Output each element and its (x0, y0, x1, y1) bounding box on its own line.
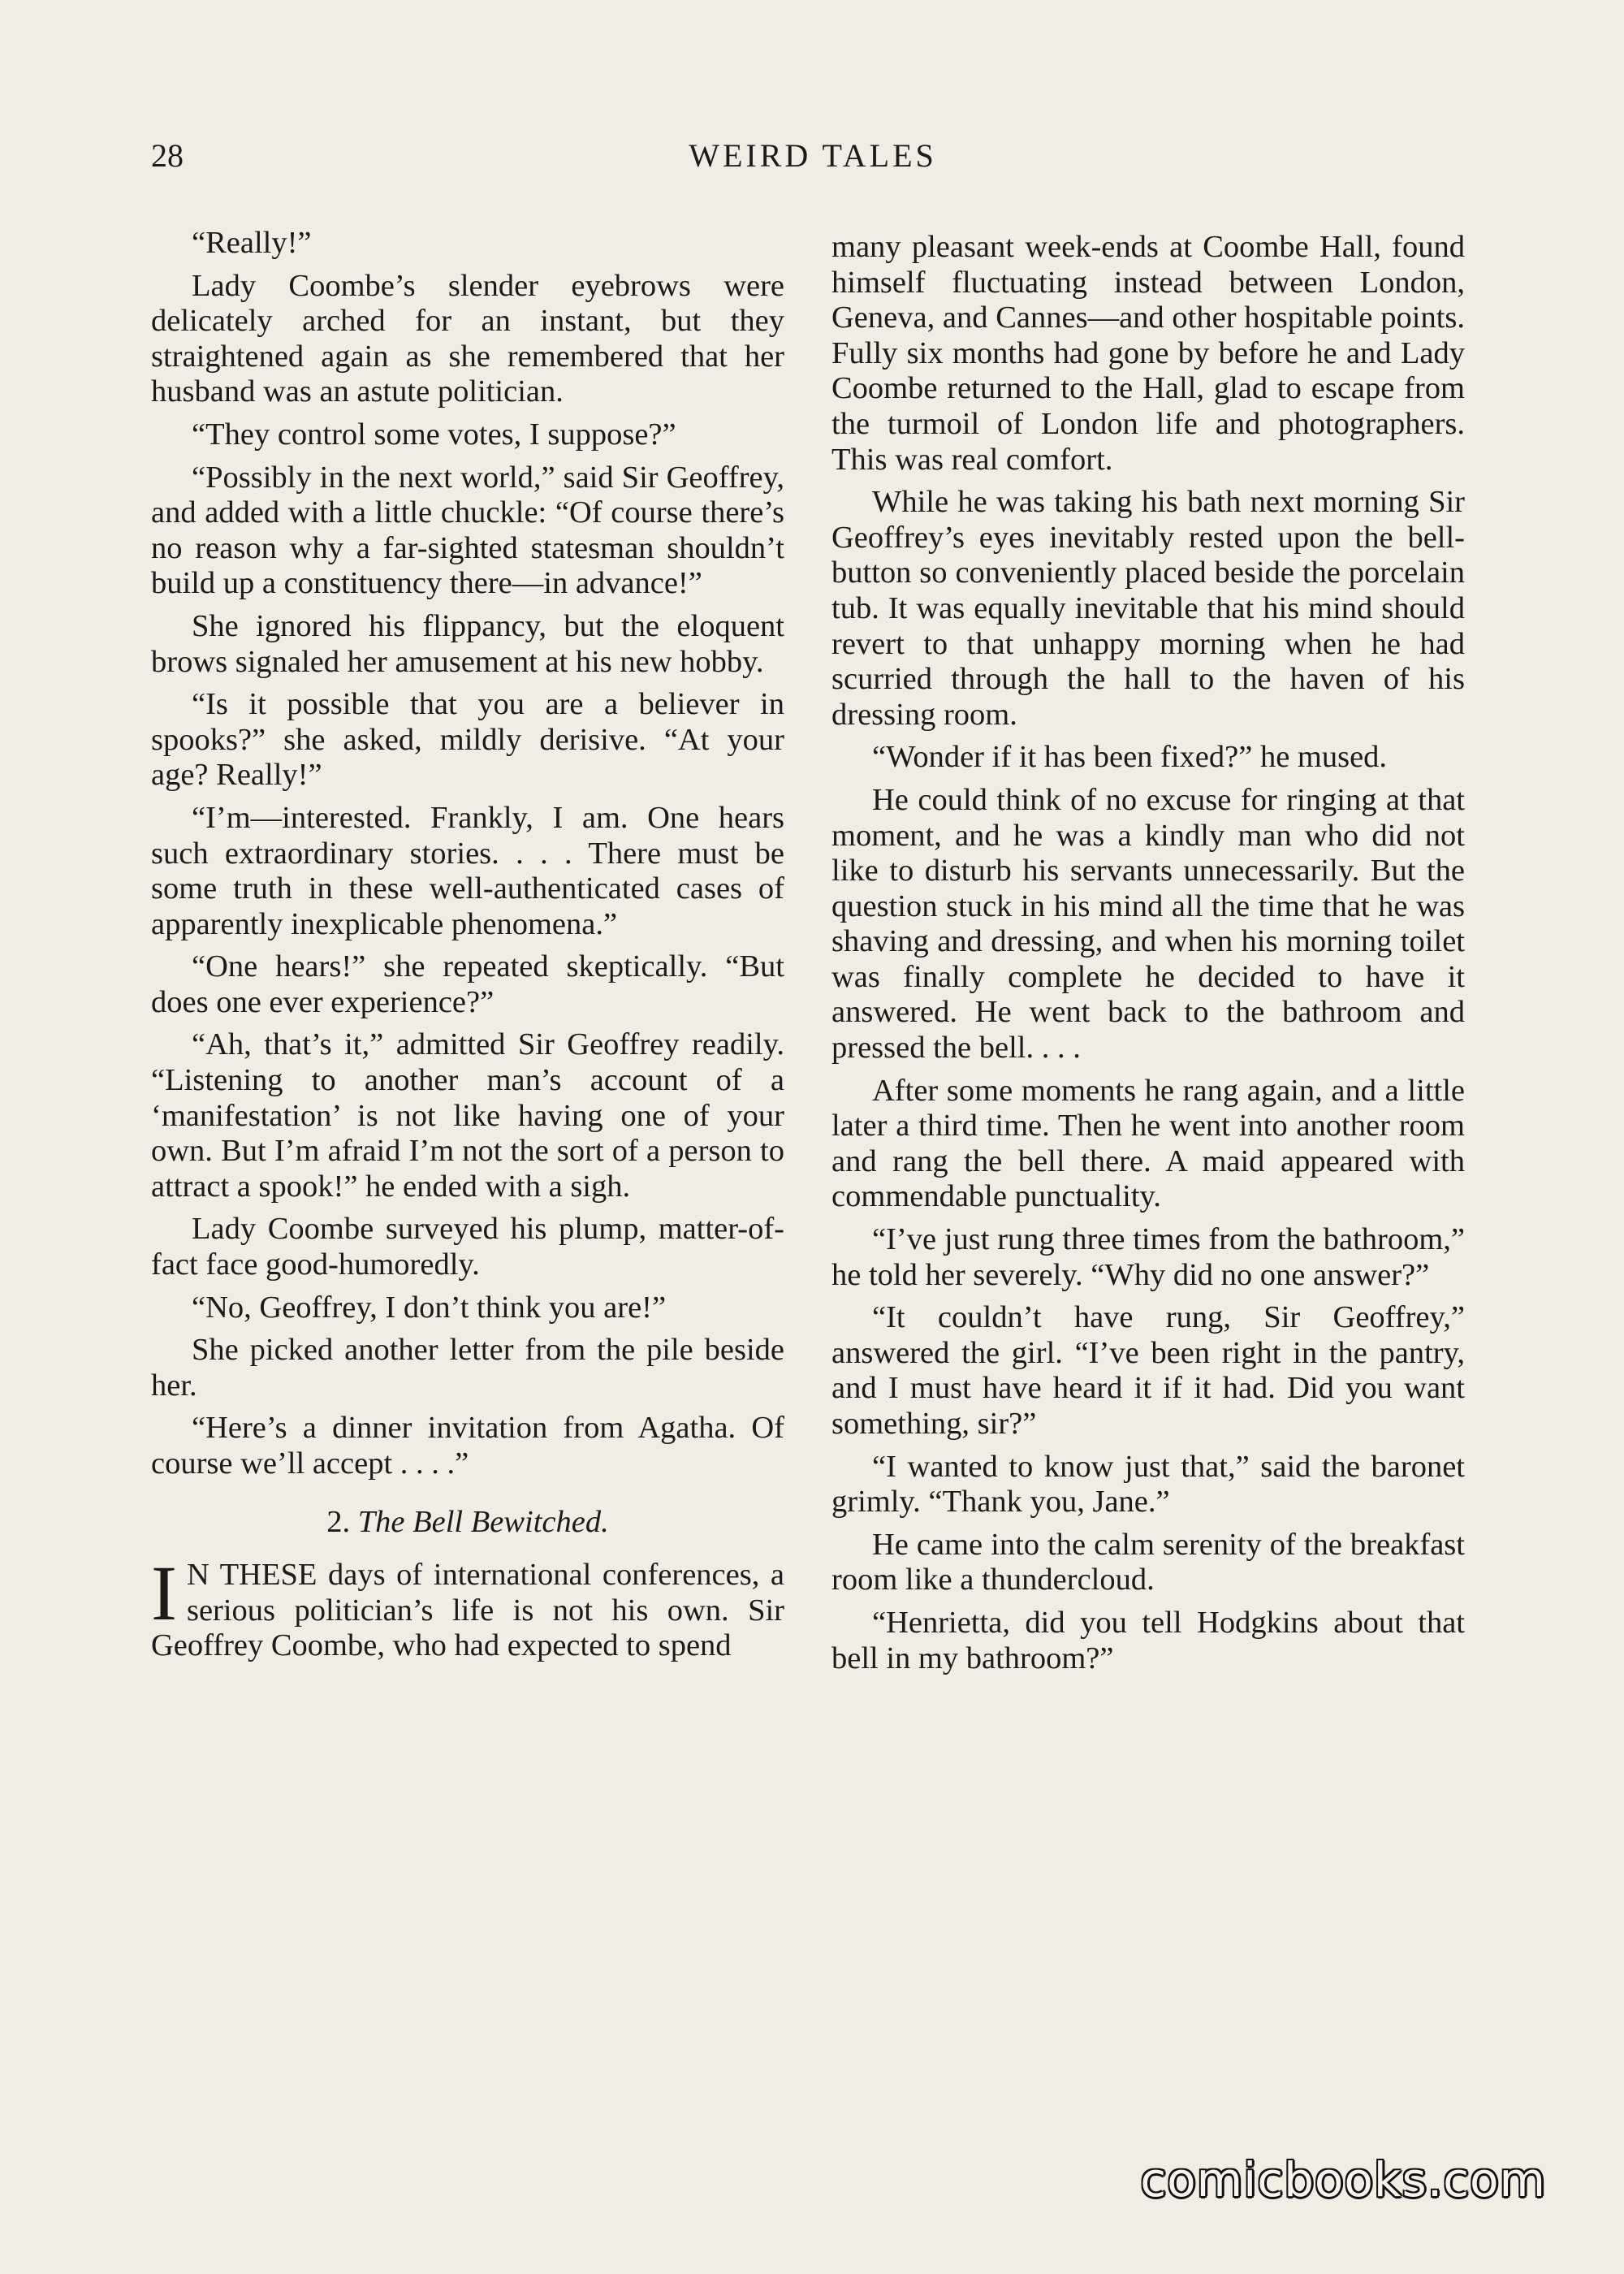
paragraph: Lady Coombe surveyed his plump, matter-of-fact face good-humoredly. (151, 1212, 784, 1282)
right-column (831, 230, 1465, 1684)
paragraph: After some moments he rang again, and a little later a third time. Then he went into another room and rang the bell there. A maid appeared with commendable punctuality. (831, 1073, 1465, 1214)
opening-text: days of international conferences, a serious politician’s life is not his own. Sir Geoffrey Coombe, who had expected to spend (151, 1558, 784, 1663)
paragraph: “Is it possible that you are a believer in spooks?” she asked, mildly derisive. “At your age? Really!” (151, 687, 784, 793)
paragraph: “Wonder if it has been fixed?” he mused. (872, 740, 1388, 775)
paragraph: While he was taking his bath next morning Sir Geoffrey’s eyes inevitably rested upon the bell-button so conveniently placed beside the porcelain tub. It was equally inevitable that his mind should revert to that unhappy morning when he had scurried through the hall to the haven of his dressing room. (831, 485, 1465, 732)
paragraph: many pleasant week-ends at Coombe Hall, found himself fluctuating instead between London, Geneva, and Cannes—and other hospitable points. Fully six months had gone by before he and Lady Coombe returned to the Hall, glad to escape from the turmoil of London life and photographers. This was real comfort. (831, 230, 1465, 477)
paragraph: She ignored his flippancy, but the eloquent brows signaled her amusement at his new hobby. (151, 608, 784, 679)
paragraph: “Really!” (192, 226, 312, 260)
opening-paragraph (151, 1550, 784, 1664)
paragraph: Lady Coombe’s slender eyebrows were delicately arched for an instant, but they straightened again as she remembered that her husband was an astute politician. (151, 268, 784, 409)
paragraph: She picked another letter from the pile beside her. (151, 1333, 784, 1403)
drop-cap: I (151, 1550, 177, 1637)
section-title: The Bell Bewitched. (357, 1504, 609, 1539)
paragraph: “Henrietta, did you tell Hodgkins about that bell in my bathroom?” (831, 1605, 1465, 1675)
paragraph: “Here’s a dinner invitation from Agatha. Of course we’ll accept . . . .” (151, 1411, 784, 1481)
section-heading (151, 1505, 784, 1541)
paragraph: He could think of no excuse for ringing at that moment, and he was a kindly man who did not like to disturb his servants unnecessarily. But the question stuck in his mind all the time that he was shaving and dressing, and when his morning toilet was finally complete he decided to have it answered. He went back to the bathroom and pressed the bell. . . . (831, 782, 1465, 1066)
paragraph: “They control some votes, I suppose?” (192, 417, 676, 452)
paragraph: “I wanted to know just that,” said the baronet grimly. “Thank you, Jane.” (831, 1449, 1465, 1520)
paragraph: “It couldn’t have rung, Sir Geoffrey,” answered the girl. “I’ve been right in the pantry, and I must have heard it if it had. Did you want something, sir?” (831, 1300, 1465, 1441)
running-title: WEIRD TALES (689, 137, 937, 174)
paragraph: He came into the calm serenity of the breakfast room like a thundercloud. (831, 1527, 1465, 1597)
left-column (151, 226, 784, 1671)
paragraph: “Possibly in the next world,” said Sir Geoffrey, and added with a little chuckle: “Of course there’s no reason why a far-sighted statesman shouldn’t build up a constituency there—in advance!” (151, 460, 784, 601)
paragraph: “One hears!” she repeated skeptically. “But does one ever experience?” (151, 949, 784, 1019)
page-number: 28 (151, 137, 184, 174)
paragraph: “No, Geoffrey, I don’t think you are!” (192, 1290, 667, 1325)
opening-small-caps: N THESE (186, 1558, 317, 1593)
page-header (151, 136, 1475, 185)
paragraph: “I’ve just rung three times from the bathroom,” he told her severely. “Why did no one answer?” (831, 1222, 1465, 1292)
paragraph: “I’m—interested. Frankly, I am. One hears such extraordinary stories. . . . There must be some truth in these well-authenticated cases of apparently inexplicable phenomena.” (151, 800, 784, 941)
paragraph: “Ah, that’s it,” admitted Sir Geoffrey readily. “Listening to another man’s account of a ‘manifestation’ is not like having one of your own. But I’m afraid I’m not the sort of a person to attract a spook!” he ended with a sigh. (151, 1027, 784, 1204)
section-number: 2. (326, 1504, 351, 1539)
watermark: comicbooks.com (1140, 2152, 1546, 2207)
